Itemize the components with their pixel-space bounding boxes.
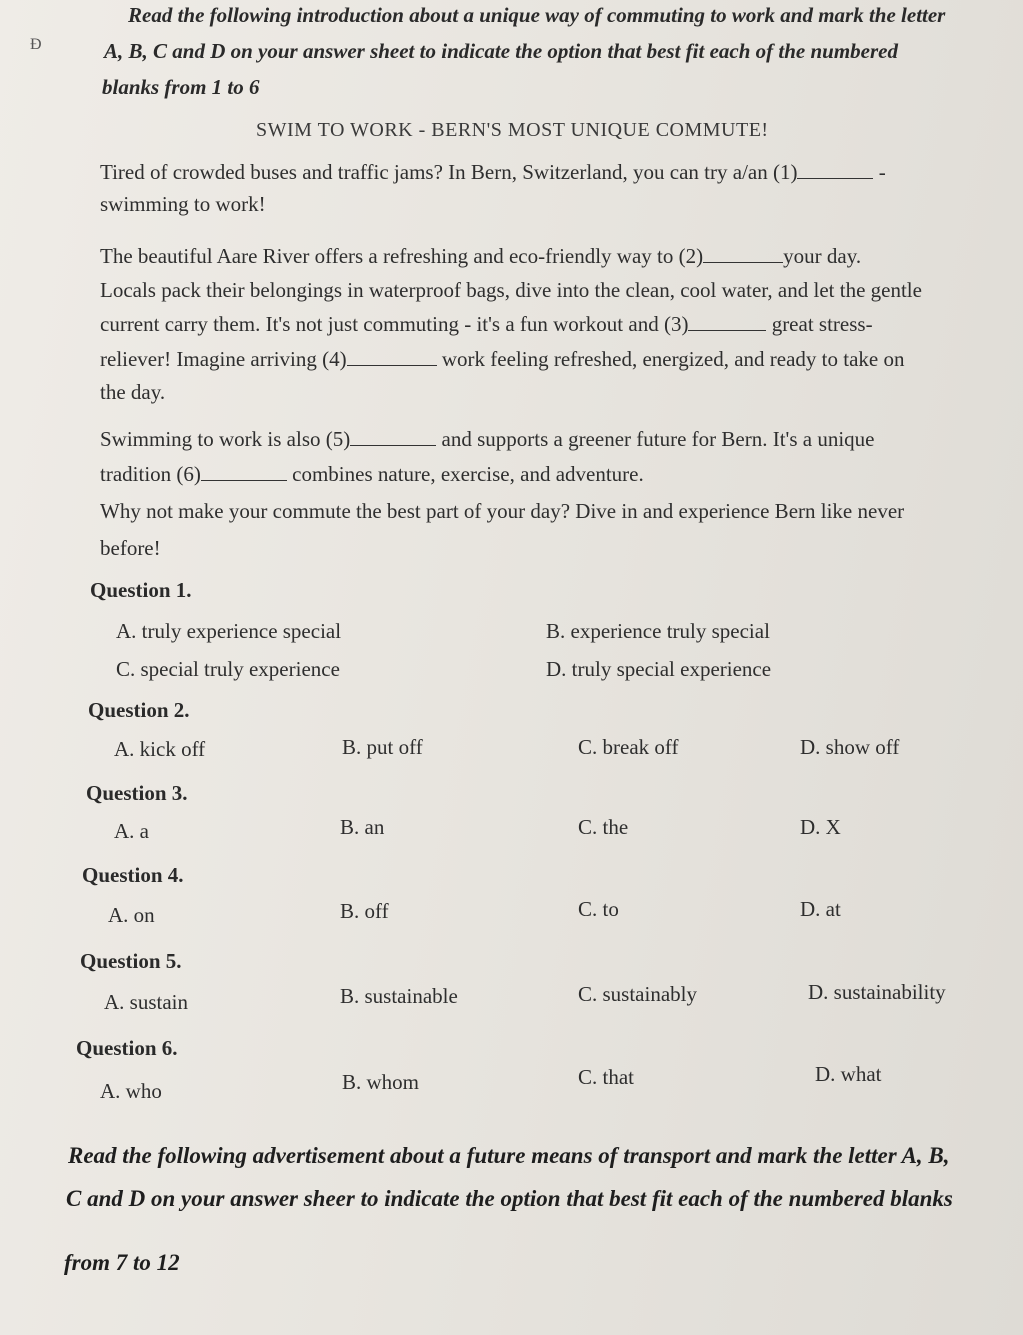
question-4-option-c[interactable]: C. to xyxy=(578,897,619,921)
question-3-option-d[interactable]: D. X xyxy=(800,815,841,839)
question-3-option-c[interactable]: C. the xyxy=(578,815,629,839)
question-5-label: Question 5. xyxy=(80,949,182,973)
question-5-option-a[interactable]: A. sustain xyxy=(104,990,188,1014)
blank-2 xyxy=(703,246,783,263)
passage-text: reliever! Imagine arriving (4) xyxy=(100,347,347,371)
margin-mark: Đ xyxy=(30,36,42,53)
question-3-label: Question 3. xyxy=(86,781,188,805)
passage-line-1 xyxy=(100,160,886,185)
section2-instruction-line-2: C and D on your answer sheer to indicate the option that best fit each of the numbered blanks xyxy=(66,1186,953,1211)
blank-6 xyxy=(201,464,287,481)
section2-instruction-line-3: from 7 to 12 xyxy=(64,1250,180,1275)
question-5-option-c[interactable]: C. sustainably xyxy=(578,982,697,1006)
question-3-option-b[interactable]: B. an xyxy=(340,815,385,839)
question-4-option-d[interactable]: D. at xyxy=(800,897,841,921)
question-6-option-c[interactable]: C. that xyxy=(578,1065,634,1089)
passage-line-11: before! xyxy=(100,536,161,560)
passage-line-10: Why not make your commute the best part of your day? Dive in and experience Bern like never xyxy=(100,499,905,523)
question-3-option-a[interactable]: A. a xyxy=(114,819,149,843)
instruction-line-3: blanks from 1 to 6 xyxy=(102,75,260,99)
question-4-option-b[interactable]: B. off xyxy=(340,899,389,923)
passage-text: your day. xyxy=(783,244,862,268)
passage-text: combines nature, exercise, and adventure. xyxy=(292,462,644,486)
passage-text: tradition (6) xyxy=(100,462,201,486)
question-2-option-d[interactable]: D. show off xyxy=(800,735,900,759)
passage-text: The beautiful Aare River offers a refreshing and eco-friendly way to (2) xyxy=(100,244,704,268)
question-4-label: Question 4. xyxy=(82,863,184,887)
passage-text: work feeling refreshed, energized, and ready to take on xyxy=(441,347,905,371)
blank-4 xyxy=(347,349,437,366)
passage-text: great stress- xyxy=(771,312,873,336)
blank-1 xyxy=(797,162,873,179)
passage-text: and supports a greener future for Bern. It's a unique xyxy=(441,427,875,451)
passage-text: Tired of crowded buses and traffic jams? In Bern, Switzerland, you can try a/an (1) xyxy=(100,160,798,184)
question-2-label: Question 2. xyxy=(88,698,190,722)
passage-line-8 xyxy=(100,427,874,452)
instruction-line-2: A, B, C and D on your answer sheet to indicate the option that best fit each of the numbered xyxy=(104,39,898,63)
blank-3 xyxy=(688,314,766,331)
question-6-option-d[interactable]: D. what xyxy=(815,1062,882,1086)
passage-text: current carry them. It's not just commuting - it's a fun workout and (3) xyxy=(100,312,689,336)
question-6-option-a[interactable]: A. who xyxy=(100,1079,162,1103)
passage-line-6 xyxy=(100,347,904,372)
question-1-option-a[interactable]: A. truly experience special xyxy=(116,619,342,643)
question-4-option-a[interactable]: A. on xyxy=(108,903,155,927)
passage-title: SWIM TO WORK - BERN'S MOST UNIQUE COMMUTE! xyxy=(256,119,769,141)
passage-line-9 xyxy=(100,462,644,487)
question-2-option-a[interactable]: A. kick off xyxy=(114,737,206,761)
question-2-option-b[interactable]: B. put off xyxy=(342,735,423,759)
question-6-option-b[interactable]: B. whom xyxy=(342,1070,420,1094)
instruction-line-1: Read the following introduction about a unique way of commuting to work and mark the letter xyxy=(128,3,946,27)
question-5-option-d[interactable]: D. sustainability xyxy=(808,980,946,1004)
question-1-label: Question 1. xyxy=(90,578,192,602)
passage-line-2: swimming to work! xyxy=(100,192,266,216)
blank-5 xyxy=(350,429,436,446)
passage-line-7: the day. xyxy=(100,380,166,404)
question-1-option-b[interactable]: B. experience truly special xyxy=(546,619,770,643)
question-1-option-c[interactable]: C. special truly experience xyxy=(116,657,340,681)
question-2-option-c[interactable]: C. break off xyxy=(578,735,679,759)
question-1-option-d[interactable]: D. truly special experience xyxy=(546,657,772,681)
passage-line-5 xyxy=(100,312,873,337)
question-5-option-b[interactable]: B. sustainable xyxy=(340,984,458,1008)
passage-text: Swimming to work is also (5) xyxy=(100,427,351,451)
section2-instruction-line-1: Read the following advertisement about a future means of transport and mark the letter A, B, xyxy=(68,1143,950,1168)
passage-line-4: Locals pack their belongings in waterproof bags, dive into the clean, cool water, and let the gentle xyxy=(100,278,922,302)
passage-line-3 xyxy=(100,244,861,269)
question-6-label: Question 6. xyxy=(76,1036,178,1060)
passage-text: - xyxy=(878,160,886,184)
